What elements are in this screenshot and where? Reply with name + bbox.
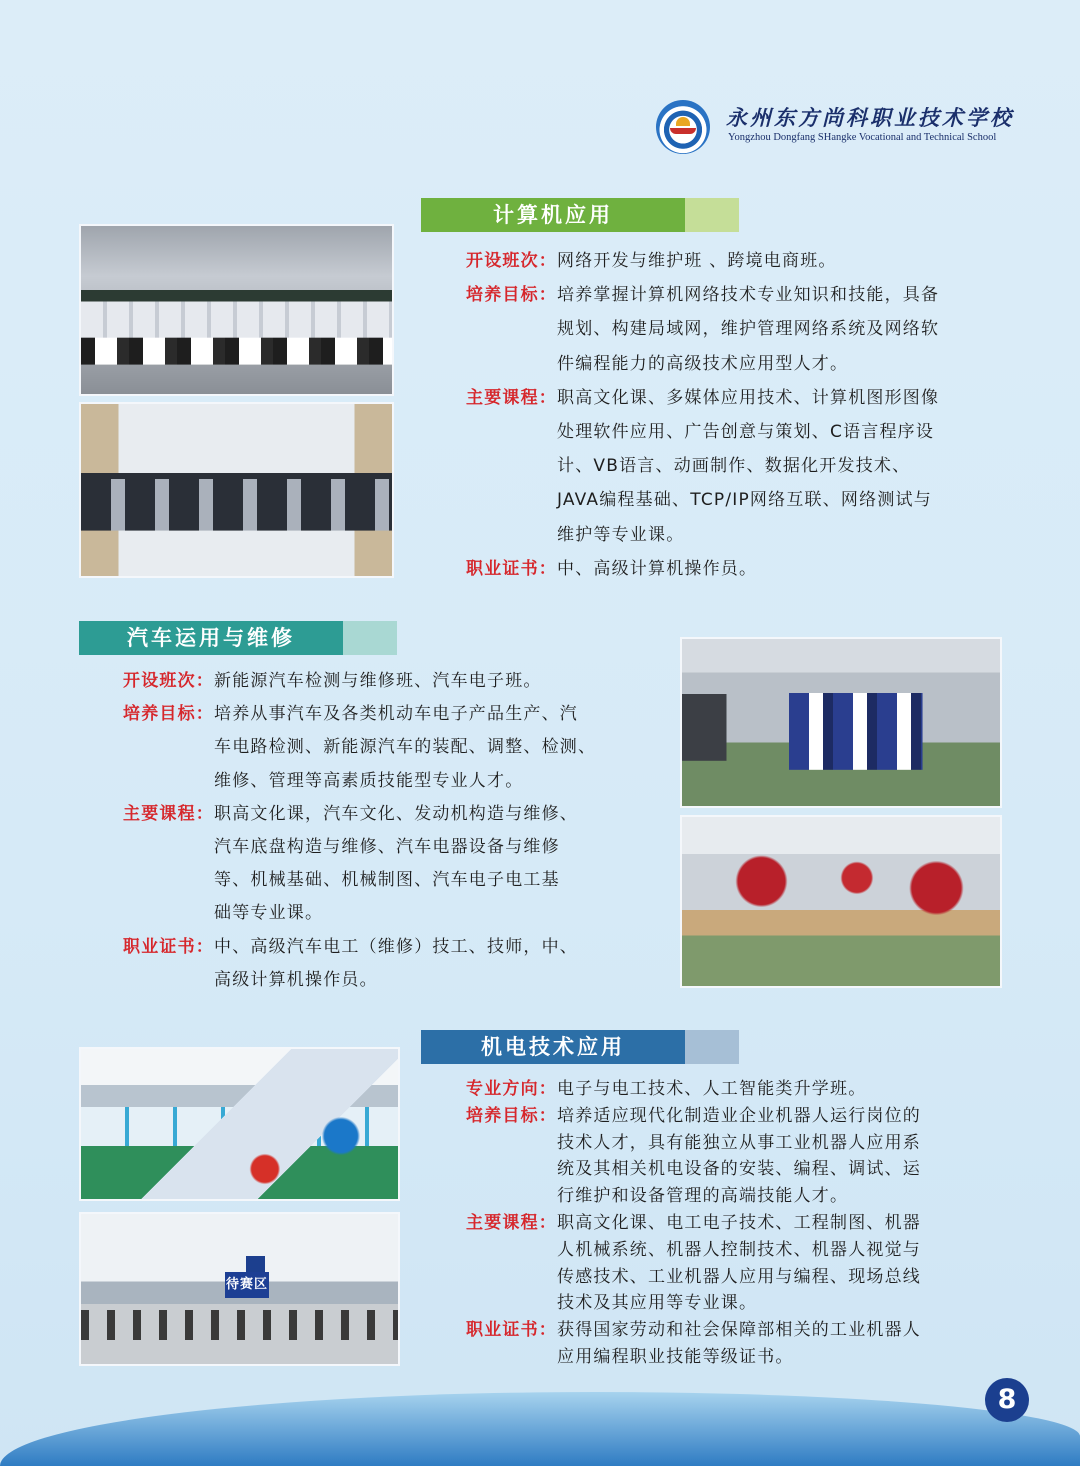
school-emblem-icon xyxy=(656,100,710,154)
section-info-automotive xyxy=(123,665,668,997)
photo-computer-lab-room xyxy=(79,402,394,578)
school-name-en: Yongzhou Dongfang SHangke Vocational and Technical School xyxy=(728,132,997,143)
text-courses: 职高文化课，汽车文化、发动机构造与维修、 汽车底盘构造与维修、汽车电器设备与维修 等、机械基础、机械制图、汽车电子电工基 础等专业课。 xyxy=(214,803,578,924)
text-goal: 培养适应现代化制造业企业机器人运行岗位的 技术人才，具有能独立从事工业机器人应用系 统及其相关机电设备的安装、编程、调试、运 行维护和设备管理的高端技能人才。 xyxy=(557,1105,921,1207)
label-courses: 主要课程： xyxy=(466,1212,557,1233)
section-title-computer xyxy=(421,198,739,232)
info-row-classes xyxy=(123,665,668,698)
label-goal: 培养目标： xyxy=(123,704,214,725)
photo-computer-lab-students xyxy=(79,224,394,396)
photo-engine-training xyxy=(680,637,1002,808)
label-certificate: 职业证书： xyxy=(466,558,557,579)
school-name-cn: 永州东方尚科职业技术学校 xyxy=(726,105,1014,130)
section-title-tail xyxy=(343,621,397,655)
text-courses: 职高文化课、电工电子技术、工程制图、机器 人机械系统、机器人控制技术、机器人视觉与 传感技术、工业机器人应用与编程、现场总线 技术及其应用等专业课。 xyxy=(557,1212,921,1314)
info-row-certificate xyxy=(123,931,668,997)
info-row-certificate xyxy=(466,552,1036,586)
photo-competition-waiting-area xyxy=(79,1212,400,1366)
label-certificate: 职业证书： xyxy=(123,936,214,957)
text-classes: 新能源汽车检测与维修班、汽车电子班。 xyxy=(214,671,542,691)
text-courses: 职高文化课、多媒体应用技术、计算机图形图像 处理软件应用、广告创意与策划、C语言程序设 计、VB语言、动画制作、数据化开发技术、 JAVA编程基础、TCP/IP网络互联、网络测试与 维护等专业课。 xyxy=(557,387,940,545)
section-title-tail xyxy=(685,1030,739,1064)
section-title-automotive xyxy=(79,621,397,655)
text-direction: 电子与电工技术、人工智能类升学班。 xyxy=(557,1079,867,1099)
info-row-courses xyxy=(466,1210,1036,1317)
info-row-goal xyxy=(466,278,1036,381)
label-direction: 专业方向： xyxy=(466,1079,557,1099)
section-title-bar: 计算机应用 xyxy=(421,198,685,232)
text-certificate: 获得国家劳动和社会保障部相关的工业机器人 应用编程职业技能等级证书。 xyxy=(557,1320,921,1367)
school-logo xyxy=(656,100,1016,156)
page-number: 8 xyxy=(985,1378,1029,1422)
section-title-mechatronics xyxy=(421,1030,739,1064)
info-row-courses xyxy=(123,798,668,931)
section-info-mechatronics xyxy=(466,1076,1036,1371)
section-title-bar: 机电技术应用 xyxy=(421,1030,685,1064)
info-row-courses xyxy=(466,381,1036,552)
text-certificate: 中、高级计算机操作员。 xyxy=(557,558,758,579)
label-certificate: 职业证书： xyxy=(466,1320,557,1341)
text-certificate: 中、高级汽车电工（维修）技工、技师，中、 高级计算机操作员。 xyxy=(214,936,578,990)
section-title-bar: 汽车运用与维修 xyxy=(79,621,343,655)
photo-car-workshop xyxy=(680,815,1002,988)
info-row-classes xyxy=(466,244,1036,278)
photo-mechatronics-hall xyxy=(79,1047,400,1201)
label-classes: 开设班次： xyxy=(466,251,557,271)
section-title-tail xyxy=(685,198,739,232)
info-row-certificate xyxy=(466,1317,1036,1371)
waiting-area-sign: 待赛区 xyxy=(225,1272,269,1298)
label-goal: 培养目标： xyxy=(466,1105,557,1126)
info-row-direction xyxy=(466,1076,1036,1103)
section-info-computer xyxy=(466,244,1036,586)
label-classes: 开设班次： xyxy=(123,671,214,691)
text-classes: 网络开发与维护班 、跨境电商班。 xyxy=(557,251,837,271)
info-row-goal xyxy=(123,698,668,798)
label-courses: 主要课程： xyxy=(466,387,557,408)
text-goal: 培养从事汽车及各类机动车电子产品生产、汽 车电路检测、新能源汽车的装配、调整、检测、 维修、管理等高素质技能型专业人才。 xyxy=(214,704,597,791)
info-row-goal xyxy=(466,1103,1036,1210)
label-courses: 主要课程： xyxy=(123,803,214,824)
footer-wave xyxy=(0,1392,1080,1466)
text-goal: 培养掌握计算机网络技术专业知识和技能，具备 规划、构建局域网，维护管理网络系统及网络软 件编程能力的高级技术应用型人才。 xyxy=(557,285,940,374)
label-goal: 培养目标： xyxy=(466,285,557,306)
